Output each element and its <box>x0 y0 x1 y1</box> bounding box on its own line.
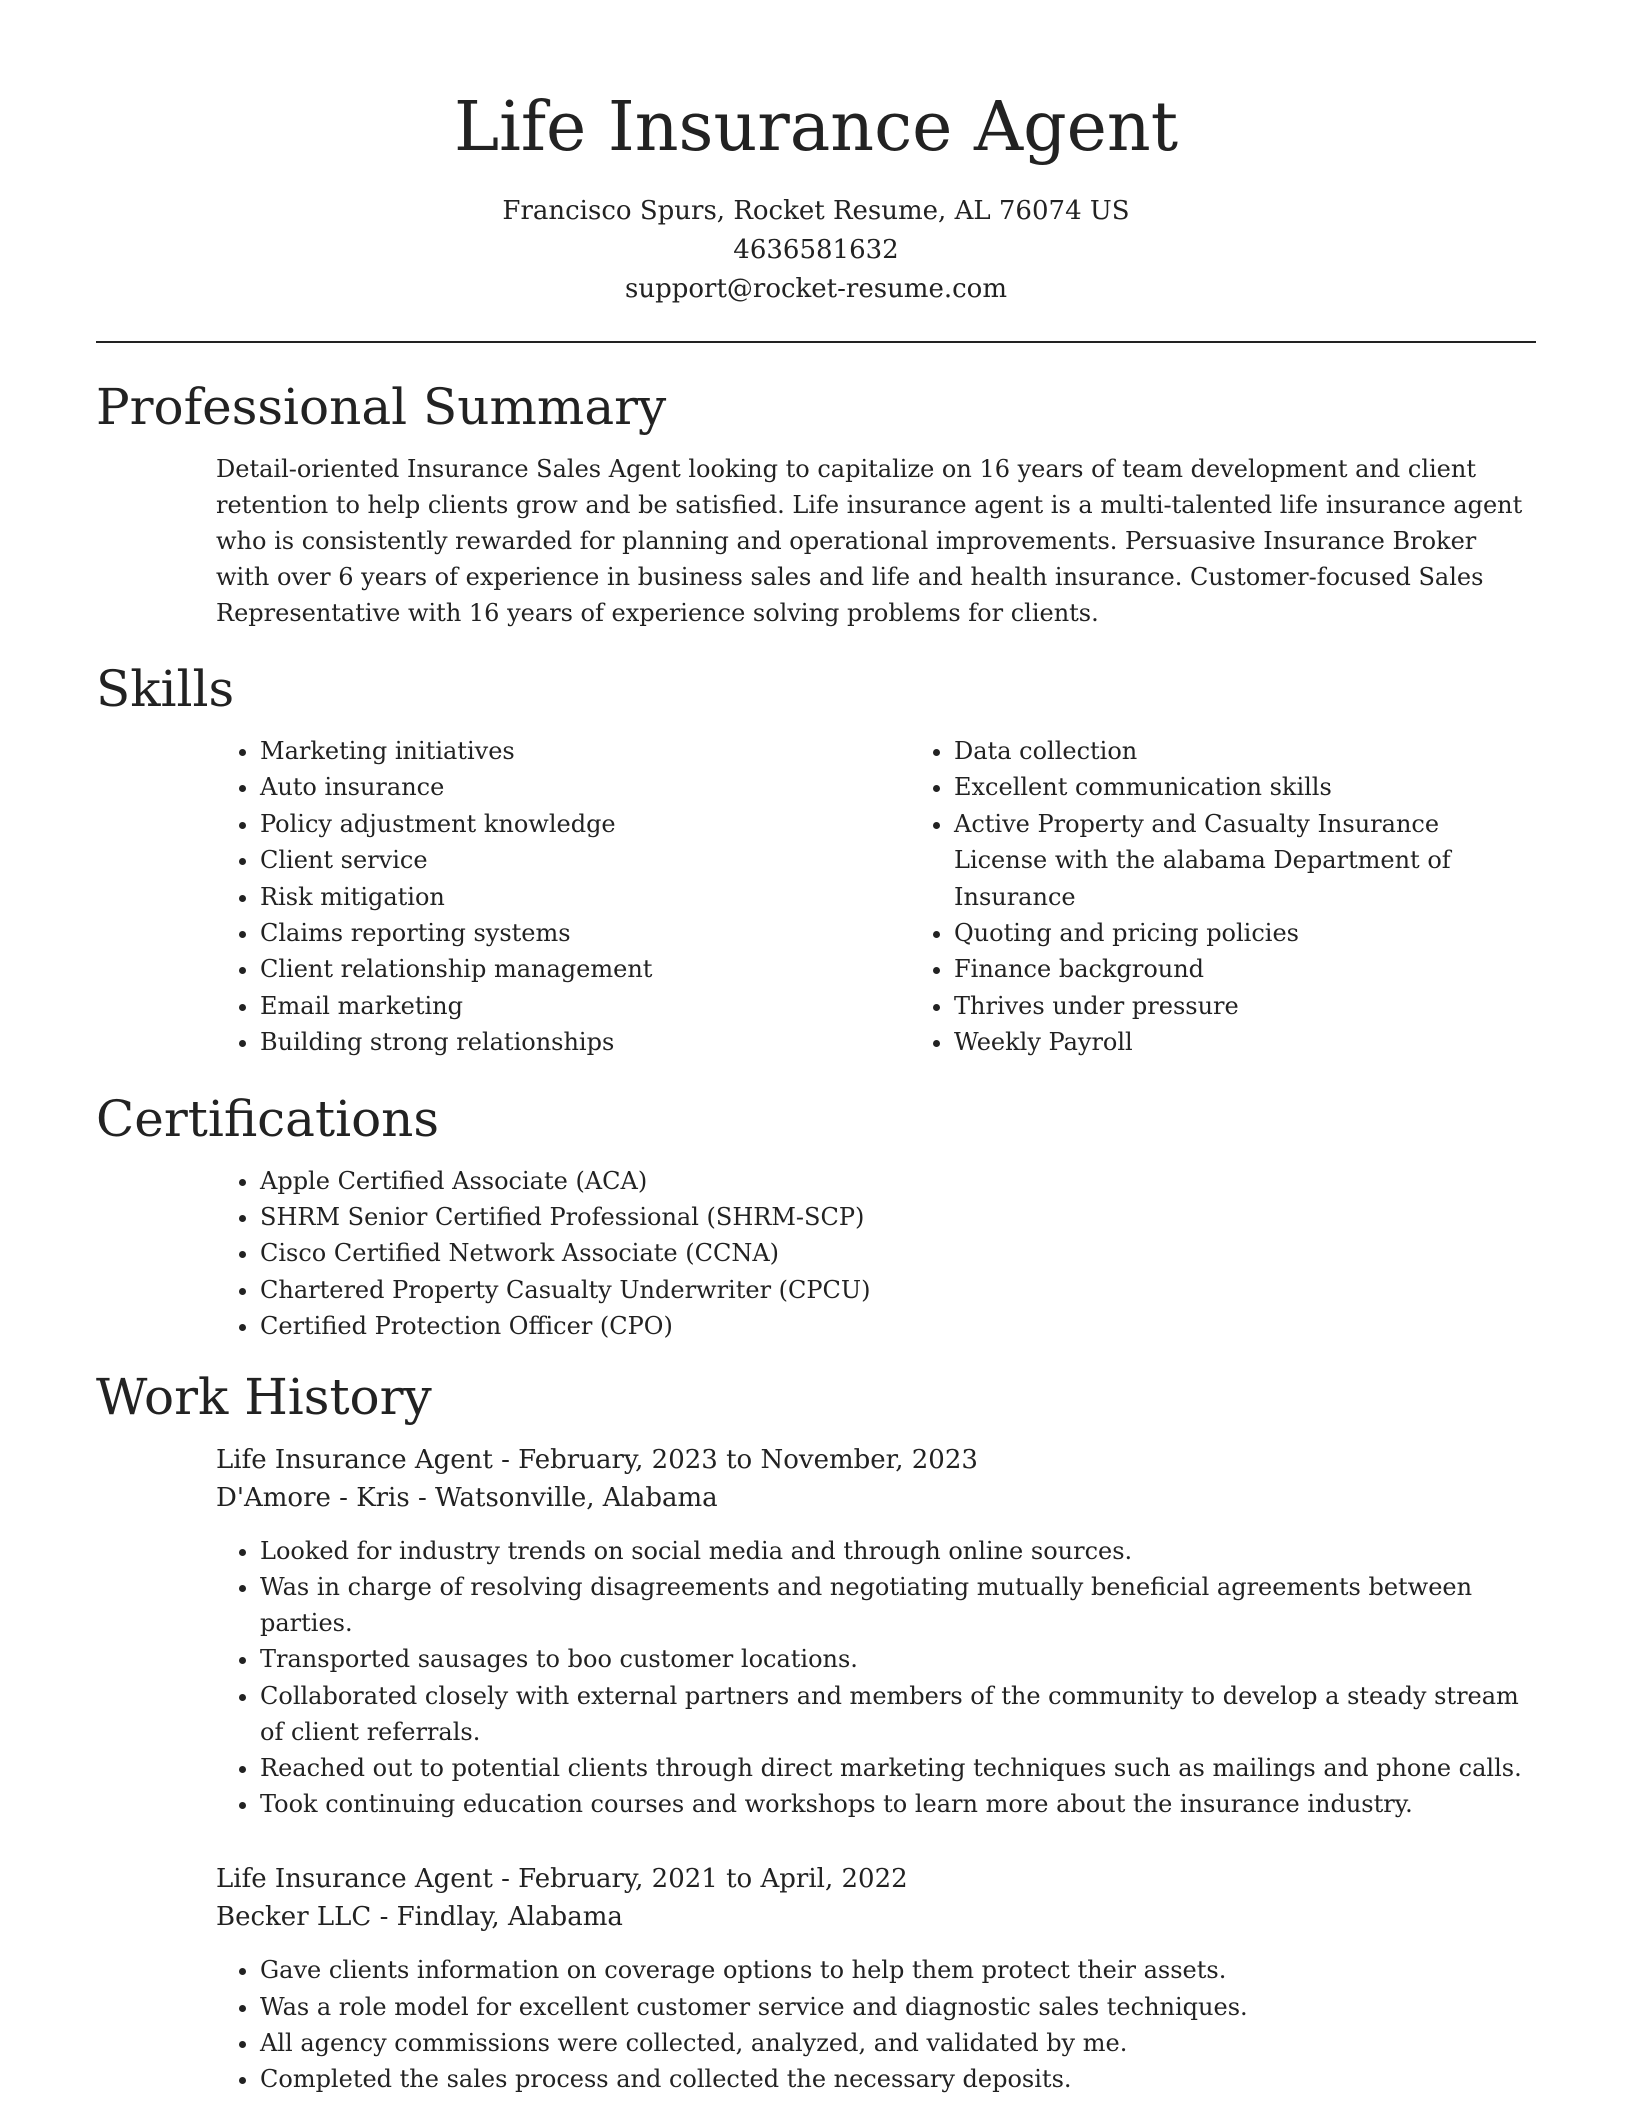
certification-item: • Apple Certified Associate (ACA) <box>260 1163 1536 1199</box>
resume-page <box>96 0 1536 2097</box>
job-bullet: • Was a role model for excellent customer service and diagnostic sales techniques. <box>260 1989 1536 2025</box>
skill-item: • Finance background <box>954 951 1530 987</box>
certifications-section <box>96 1089 1536 1345</box>
certifications-heading: Certifications <box>96 1089 440 1148</box>
skills-heading: Skills <box>96 660 235 718</box>
work-history-section <box>96 1367 1536 2097</box>
job-entry <box>216 1441 1536 1823</box>
job-bullet: • Reached out to potential clients through direct marketing techniques such as mailings and phone calls. <box>260 1750 1536 1786</box>
job-bullets <box>216 1533 1536 1823</box>
job-bullet: • Completed the sales process and collected the necessary deposits. <box>260 2061 1536 2097</box>
job-heading: Life Insurance Agent - February, 2021 to April, 2022 <box>216 1864 908 1895</box>
skill-item: • Weekly Payroll <box>954 1024 1530 1060</box>
job-bullet: • Was in charge of resolving disagreements and negotiating mutually beneficial agreements between parties. <box>260 1569 1536 1641</box>
skill-item: • Active Property and Casualty Insurance License with the alabama Department of Insurance <box>954 806 1530 915</box>
contact-info <box>96 192 1536 309</box>
skill-item: • Client service <box>260 842 910 878</box>
skill-item: • Claims reporting systems <box>260 915 910 951</box>
certification-item: • Cisco Certified Network Associate (CCNA) <box>260 1235 1536 1271</box>
skill-item: • Quoting and pricing policies <box>954 915 1530 951</box>
skill-item: • Building strong relationships <box>260 1024 910 1060</box>
header-divider <box>96 341 1536 343</box>
job-bullet: • Took continuing education courses and workshops to learn more about the insurance industry. <box>260 1786 1536 1822</box>
certification-item: • SHRM Senior Certified Professional (SHRM-SCP) <box>260 1199 1536 1235</box>
skills-list-left <box>216 733 910 1061</box>
job-bullets <box>216 1952 1536 2097</box>
summary-text: Detail-oriented Insurance Sales Agent looking to capitalize on 16 years of team development and client retention to help clients grow and be satisfied. Life insurance agent is a multi-talented life insurance agent who is consistently rewarded for planning and operational improvements. Persuasive Insurance Broker with over 6 years of experience in business sales and life and health insurance. Customer-focused Sales Representative with 16 years of experience solving problems for clients. <box>216 455 1523 627</box>
skill-item: • Marketing initiatives <box>260 733 910 769</box>
summary-heading: Professional Summary <box>96 378 667 436</box>
skill-item: • Client relationship management <box>260 951 910 987</box>
skill-item: • Data collection <box>954 733 1530 769</box>
certification-item: • Certified Protection Officer (CPO) <box>260 1308 1536 1344</box>
skill-item: • Policy adjustment knowledge <box>260 806 910 842</box>
job-heading: Life Insurance Agent - February, 2023 to November, 2023 <box>216 1444 978 1475</box>
skill-item: • Thrives under pressure <box>954 988 1530 1024</box>
skills-list-right <box>910 733 1530 1061</box>
certifications-list <box>216 1163 1536 1345</box>
job-bullet: • Collaborated closely with external partners and members of the community to develop a steady stream of client referrals. <box>260 1678 1536 1750</box>
summary-section <box>96 377 1536 631</box>
skill-item: • Auto insurance <box>260 769 910 805</box>
skill-item: • Excellent communication skills <box>954 769 1530 805</box>
skill-item: • Risk mitigation <box>260 879 910 915</box>
certification-item: • Chartered Property Casualty Underwriter (CPCU) <box>260 1272 1536 1308</box>
contact-phone: 4636581632 <box>733 235 899 265</box>
job-bullet: • Gave clients information on coverage options to help them protect their assets. <box>260 1952 1536 1988</box>
skill-item: • Email marketing <box>260 988 910 1024</box>
skills-columns <box>216 733 1536 1061</box>
job-company: D'Amore - Kris - Watsonville, Alabama <box>216 1482 718 1513</box>
job-entry <box>216 1860 1536 2097</box>
contact-address: Francisco Spurs, Rocket Resume, AL 76074 US <box>502 196 1130 226</box>
job-bullet: • Looked for industry trends on social media and through online sources. <box>260 1533 1536 1569</box>
job-bullet: • Transported sausages to boo customer locations. <box>260 1641 1536 1677</box>
work-history-heading: Work History <box>96 1367 432 1426</box>
contact-email: support@rocket-resume.com <box>624 274 1007 304</box>
job-company: Becker LLC - Findlay, Alabama <box>216 1902 623 1933</box>
skills-section <box>96 659 1536 1061</box>
resume-title: Life Insurance Agent <box>453 88 1179 167</box>
job-bullet: • All agency commissions were collected, analyzed, and validated by me. <box>260 2025 1536 2061</box>
